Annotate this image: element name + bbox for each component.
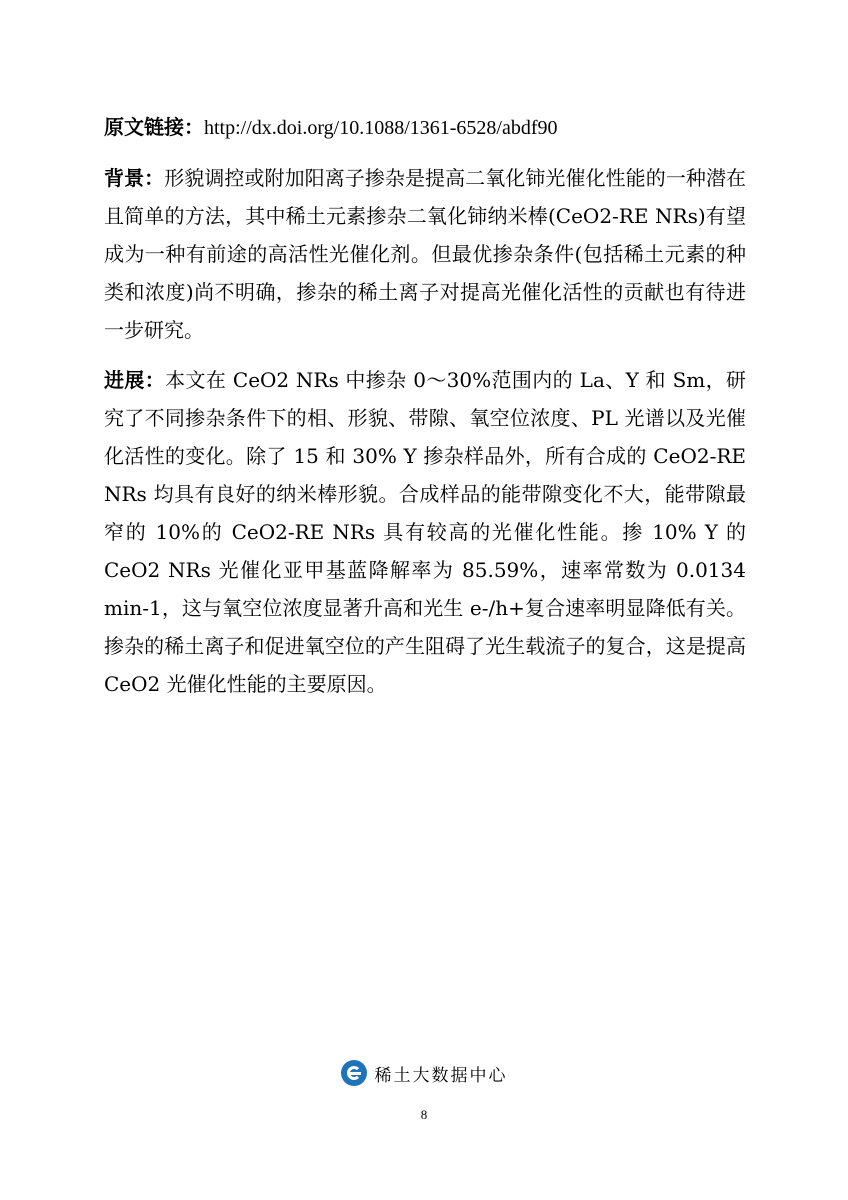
- source-link-label: 原文链接：: [104, 115, 204, 139]
- rare-earth-data-center-logo-icon: [341, 1060, 367, 1086]
- article-body: [104, 108, 746, 715]
- source-link-url[interactable]: http://dx.doi.org/10.1088/1361-6528/abdf90: [204, 117, 558, 139]
- page-footer: [0, 1058, 848, 1088]
- logo-bar: [349, 1072, 361, 1075]
- footer-brand-name: 稀土大数据中心: [374, 1065, 508, 1086]
- background-text: 形貌调控或附加阳离子掺杂是提高二氧化铈光催化性能的一种潜在且简单的方法，其中稀土元素掺杂二氧化铈纳米棒(CeO2-RE NRs)有望成为一种有前途的高活性光催化剂。但最优掺杂条件(包括稀土元素的种类和浓度)尚不明确，掺杂的稀土离子对提高光催化活性的贡献也有待进一步研究。: [104, 166, 747, 342]
- progress-label: 进展：: [104, 368, 166, 392]
- progress-text: 本文在 CeO2 NRs 中掺杂 0～30%范围内的 La、Y 和 Sm，研究了不同掺杂条件下的相、形貌、带隙、氧空位浓度、PL 光谱以及光催化活性的变化。除了 15 和 30% Y 掺杂样品外，所有合成的 CeO2-RE NRs 均具有良好的纳米棒形貌。合成样品的能带隙变化不大，能带隙最窄的 10%的 CeO2-RE NRs 具有较高的光催化性能。掺 10% Y 的 CeO2 NRs 光催化亚甲基蓝降解率为 85.59%，速率常数为 0.0134 min-1，这与氧空位浓度显著升高和光生 e-/h+复合速率明显降低有关。掺杂的稀土离子和促进氧空位的产生阻碍了光生载流子的复合，这是提高 CeO2 光催化性能的主要原因。: [104, 368, 746, 696]
- background-paragraph: [104, 159, 746, 349]
- page-number: 8: [420, 1107, 428, 1122]
- progress-paragraph: [104, 361, 746, 703]
- background-label: 背景：: [104, 166, 165, 190]
- footer-branding: [341, 1060, 508, 1086]
- source-link-paragraph: [104, 108, 746, 147]
